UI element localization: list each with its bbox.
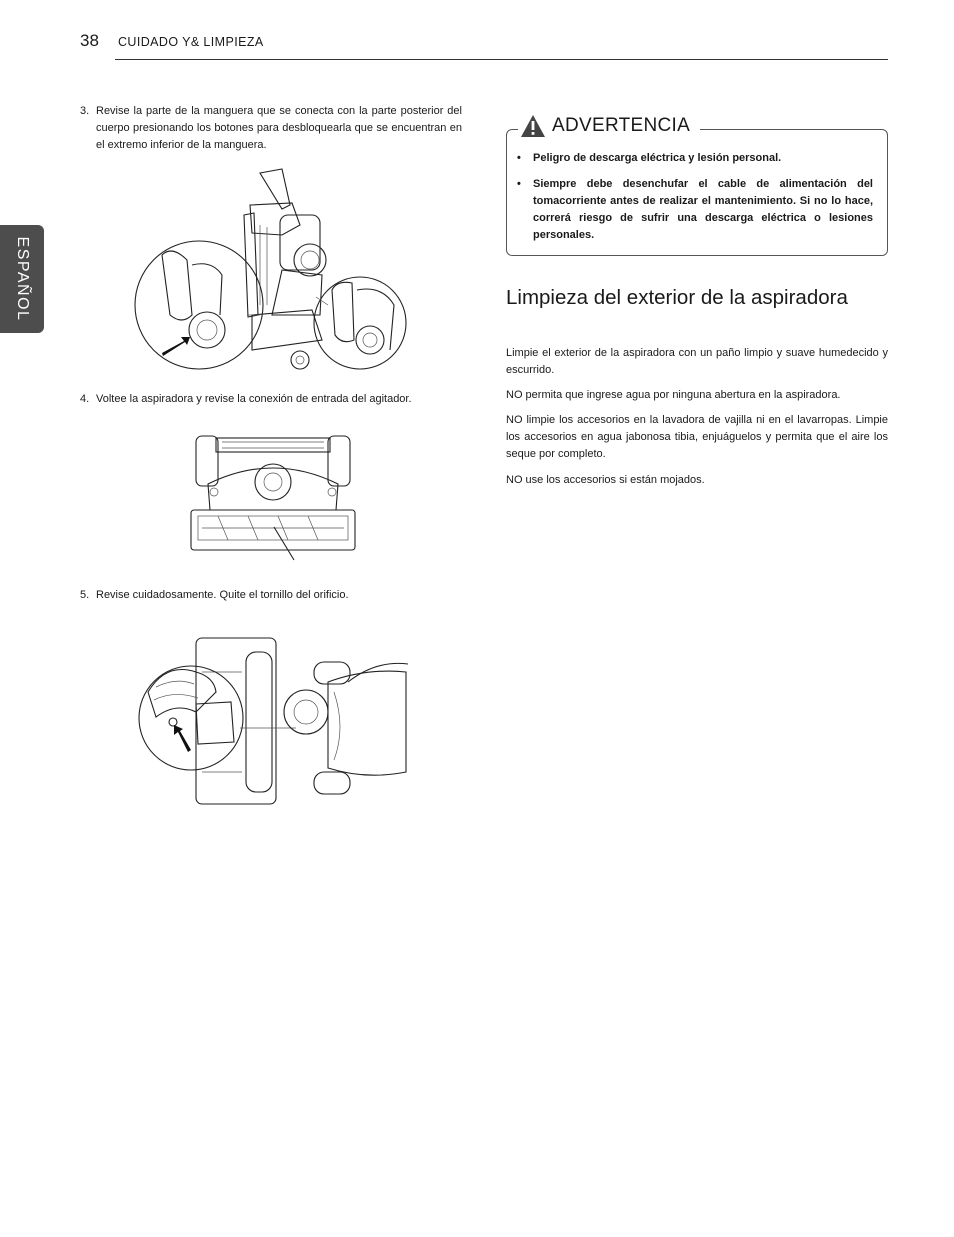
step-text: Revise la parte de la manguera que se conecta con la parte posterior del cuerpo presionando los botones para desbloquearla que se encuentran en el extremo inferior de la manguera. (96, 105, 462, 151)
paragraph: NO use los accesorios si están mojados. (506, 474, 705, 486)
warning-bullet-text: Peligro de descarga eléctrica y lesión personal. (533, 152, 782, 164)
bullet-dot-icon: • (517, 178, 521, 190)
step-3 (80, 103, 462, 154)
language-tab (0, 225, 44, 333)
warning-bullet-text: Siempre debe desenchufar el cable de alimentación del tomacorriente antes de realizar el mantenimiento. Si no lo hace, correrá riesgo de sufrir una descarga eléctrica o lesiones personales. (533, 178, 873, 241)
section-title: Limpieza del exterior de la aspiradora (506, 286, 848, 309)
step-number: 3. (80, 105, 90, 117)
paragraph: Limpie el exterior de la aspiradora con un paño limpio y suave humedecido y escurrido. (506, 347, 888, 376)
warning-bullet (517, 176, 873, 244)
step-text: Voltee la aspiradora y revise la conexión de entrada del agitador. (96, 393, 412, 405)
header-rule (115, 59, 888, 60)
step-text: Revise cuidadosamente. Quite el tornillo del orificio. (96, 589, 349, 601)
bullet-dot-icon: • (517, 152, 521, 164)
step-4 (80, 391, 462, 408)
screw-removal-illustration (136, 632, 416, 810)
warning-bullets (517, 150, 873, 253)
page-number: 38 (80, 31, 99, 50)
paragraph: NO limpie los accesorios en la lavadora de vajilla ni en el lavarropas. Limpie los accesorios en agua jabonosa tibia, enjuáguelos y permita que el aire los seque por completo. (506, 414, 888, 460)
hose-connection-illustration (132, 165, 408, 375)
warning-triangle-icon (520, 114, 546, 138)
step-number: 5. (80, 589, 90, 601)
paragraph: NO permita que ingrese agua por ninguna abertura en la aspiradora. (506, 389, 841, 401)
agitator-inlet-illustration (188, 432, 358, 562)
section-header: CUIDADO Y& LIMPIEZA (118, 35, 264, 49)
warning-bullet (517, 150, 873, 167)
warning-title (518, 114, 700, 138)
warning-label: ADVERTENCIA (552, 115, 691, 136)
step-5 (80, 587, 462, 604)
step-number: 4. (80, 393, 90, 405)
language-tab-label: ESPAÑOL (14, 236, 31, 322)
